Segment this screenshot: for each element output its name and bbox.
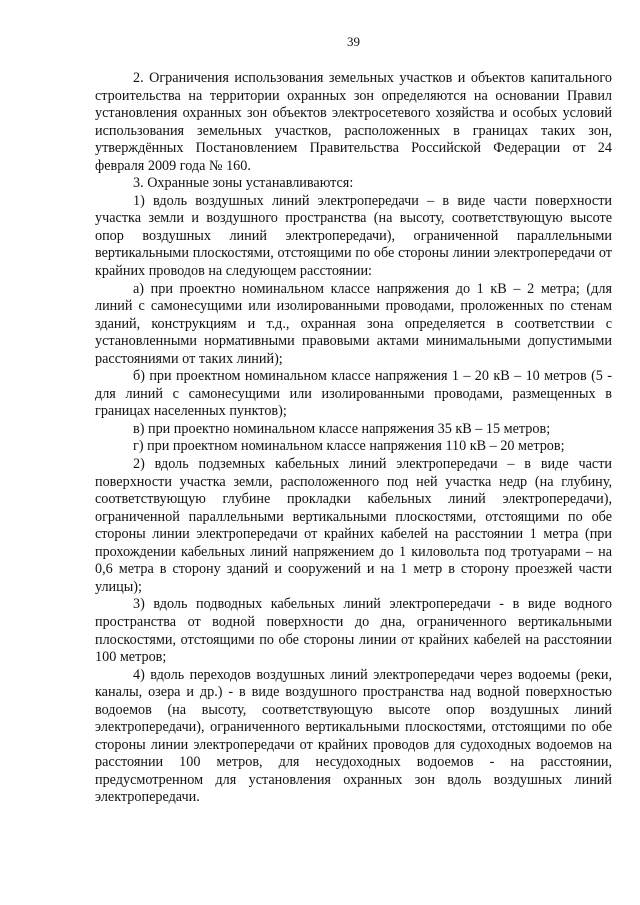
paragraph-overhead-lines: 1) вдоль воздушных линий электропередачи – в виде части поверхности участка земли и воздушного пространства (на высоту, соответствующую высоте опор воздушных линий электропередачи), ограниченной параллельными вертикальными плоскостями, отстоящими по обе стороны линии электропередачи от крайних проводов на следующем расстоянии: (95, 192, 612, 280)
paragraph-item-v: в) при проектно номинальном классе напряжения 35 кВ – 15 метров; (133, 420, 551, 437)
paragraph-2-restrictions: 2. Ограничения использования земельных участков и объектов капитального строительства на территории охранных зон определяются на основании Правил установления охранных зон объектов электросетевого хозяйства и особых условий использования земельных участков, расположенных в границах таких зон, утверждённых Постановлением Правительства Российской Федерации от 24 февраля 2009 года № 160. (95, 70, 612, 174)
paragraph-underground-lines: 2) вдоль подземных кабельных линий электропередачи – в виде части поверхности участка земли, расположенного под ней участка недр (на глубину, соответствующую глубине прокладки кабельных линий электропередачи), ограниченной параллельными вертикальными плоскостями, отстоящими по обе стороны линии электропередачи от крайних кабелей на расстоянии 1 метра (при прохождении кабельных линий напряжением до 1 киловольта под тротуарами – на 0,6 метра в сторону зданий и сооружений и на 1 метр в сторону проезжей части улицы); (95, 456, 612, 595)
paragraph-3-zones-heading: 3. Охранные зоны устанавливаются: (133, 175, 354, 192)
paragraph-item-a: а) при проектно номинальном классе напряжения до 1 кВ – 2 метра; (для линий с самонесущими или изолированными проводами, проложенных по стенам зданий, конструкциям и т.д., охранная зона определяется в соответствии с установленными нормативными правовыми актами минимальными допустимыми расстояниями от таких линий); (95, 280, 612, 367)
page-number: 39 (347, 34, 360, 49)
document-page (95, 34, 612, 807)
paragraph-item-b: б) при проектном номинальном классе напряжения 1 – 20 кВ – 10 метров (5 - для линий с самонесущими или изолированными проводами, размещенных в границах населенных пунктов); (95, 368, 612, 420)
paragraph-water-crossings: 4) вдоль переходов воздушных линий электропередачи через водоемы (реки, каналы, озера и др.) - в виде воздушного пространства над водной поверхностью водоемов (на высоту, соответствующую высоте опор воздушных линий электропередачи), ограниченного вертикальными плоскостями, отстоящими по обе стороны линии электропередачи от крайних проводов для судоходных водоемов на расстоянии 100 метров, для несудоходных водоемов - на расстоянии, предусмотренном для установления охранных зон вдоль воздушных линий электропередачи. (95, 666, 612, 806)
paragraph-underwater-lines: 3) вдоль подводных кабельных линий электропередачи - в виде водного пространства от водной поверхности до дна, ограниченного вертикальными плоскостями, отстоящими по обе стороны линии от крайних кабелей на расстоянии 100 метров; (95, 596, 612, 666)
paragraph-item-g: г) при проектном номинальном классе напряжения 110 кВ – 20 метров; (133, 438, 565, 455)
